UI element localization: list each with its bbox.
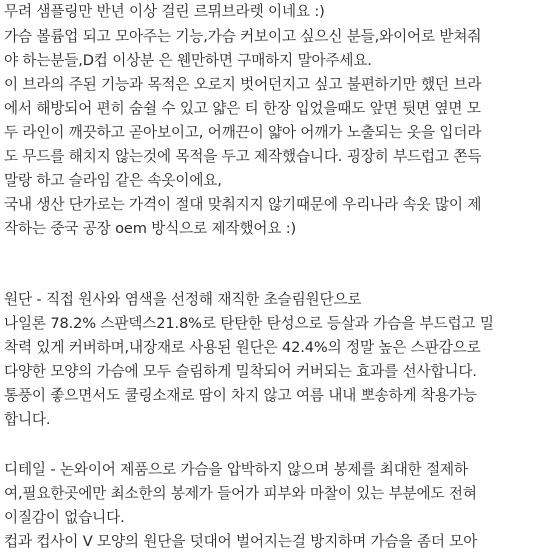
text-line: 이질감이 없습니다.	[4, 509, 125, 526]
text-line: 말랑 하고 슬라임 같은 속옷이에요,	[4, 172, 222, 189]
text-line: 여,필요한곳에만 최소한의 봉제가 들어가 피부와 마찰이 있는 부분에도 전혀	[4, 485, 477, 502]
text-line: 두 라인이 깨끗하고 곧아보이고, 어깨끈이 얇아 어깨가 노출되는 옷을 입더라	[4, 124, 482, 141]
text-line: 원단 - 직접 원사와 염색을 선정해 재직한 초슬림원단으로	[4, 291, 362, 308]
text-line: 다양한 모양의 가슴에 모두 슬림하게 밀착되어 커버되는 효과를 선사합니다.	[4, 363, 477, 380]
text-line: 디테일 - 논와이어 제품으로 가슴을 압박하지 않으며 봉제를 최대한 절제하	[4, 461, 468, 478]
text-line: 가슴 볼륨업 되고 모아주는 기능,가슴 커보이고 싶으신 분들,와이어로 받쳐줘	[4, 28, 482, 45]
text-line: 합니다.	[4, 411, 51, 428]
text-line: 통풍이 좋으면서도 쿨링소재로 땀이 차지 않고 여름 내내 뽀송하게 착용가능	[4, 387, 477, 404]
text-line: 도 무드를 해치지 않는것에 목적을 두고 제작했습니다. 굉장히 부드럽고 쫀득	[4, 148, 482, 165]
text-line: 무려 샘플링만 반년 이상 걸린 르뮈브라렛 이네요 :)	[4, 3, 325, 20]
text-line: 컵과 컵사이 V 모양의 원단을 덧대어 벌어지는걸 방지하며 가슴을 좀더 모아	[4, 533, 478, 550]
text-line: 이 브라의 주된 기능과 목적은 오로지 벗어던지고 싶고 불편하기만 했던 브라	[4, 76, 482, 93]
text-line: 착력 있게 커버하며,내장재로 사용된 원단은 42.4%의 정말 높은 스판감으로	[4, 339, 481, 356]
text-line: 작하는 중국 공장 oem 방식으로 제작했어요 :)	[4, 220, 297, 237]
text-line: 에서 해방되어 편히 숨쉴 수 있고 얇은 티 한장 입었을때도 앞면 뒷면 옆면 모	[4, 100, 481, 117]
text-line: 나일론 78.2% 스판덱스21.8%로 탄탄한 탄성으로 등살과 가슴을 부드럽고 밀	[4, 315, 494, 332]
text-line: 국내 생산 단가로는 가격이 절대 맞춰지지 않기때문에 우리나라 속옷 많이 제	[4, 196, 482, 213]
text-line: 야 하는분들,D컵 이상분 은 웬만하면 구매하지 말아주세요.	[4, 52, 372, 69]
